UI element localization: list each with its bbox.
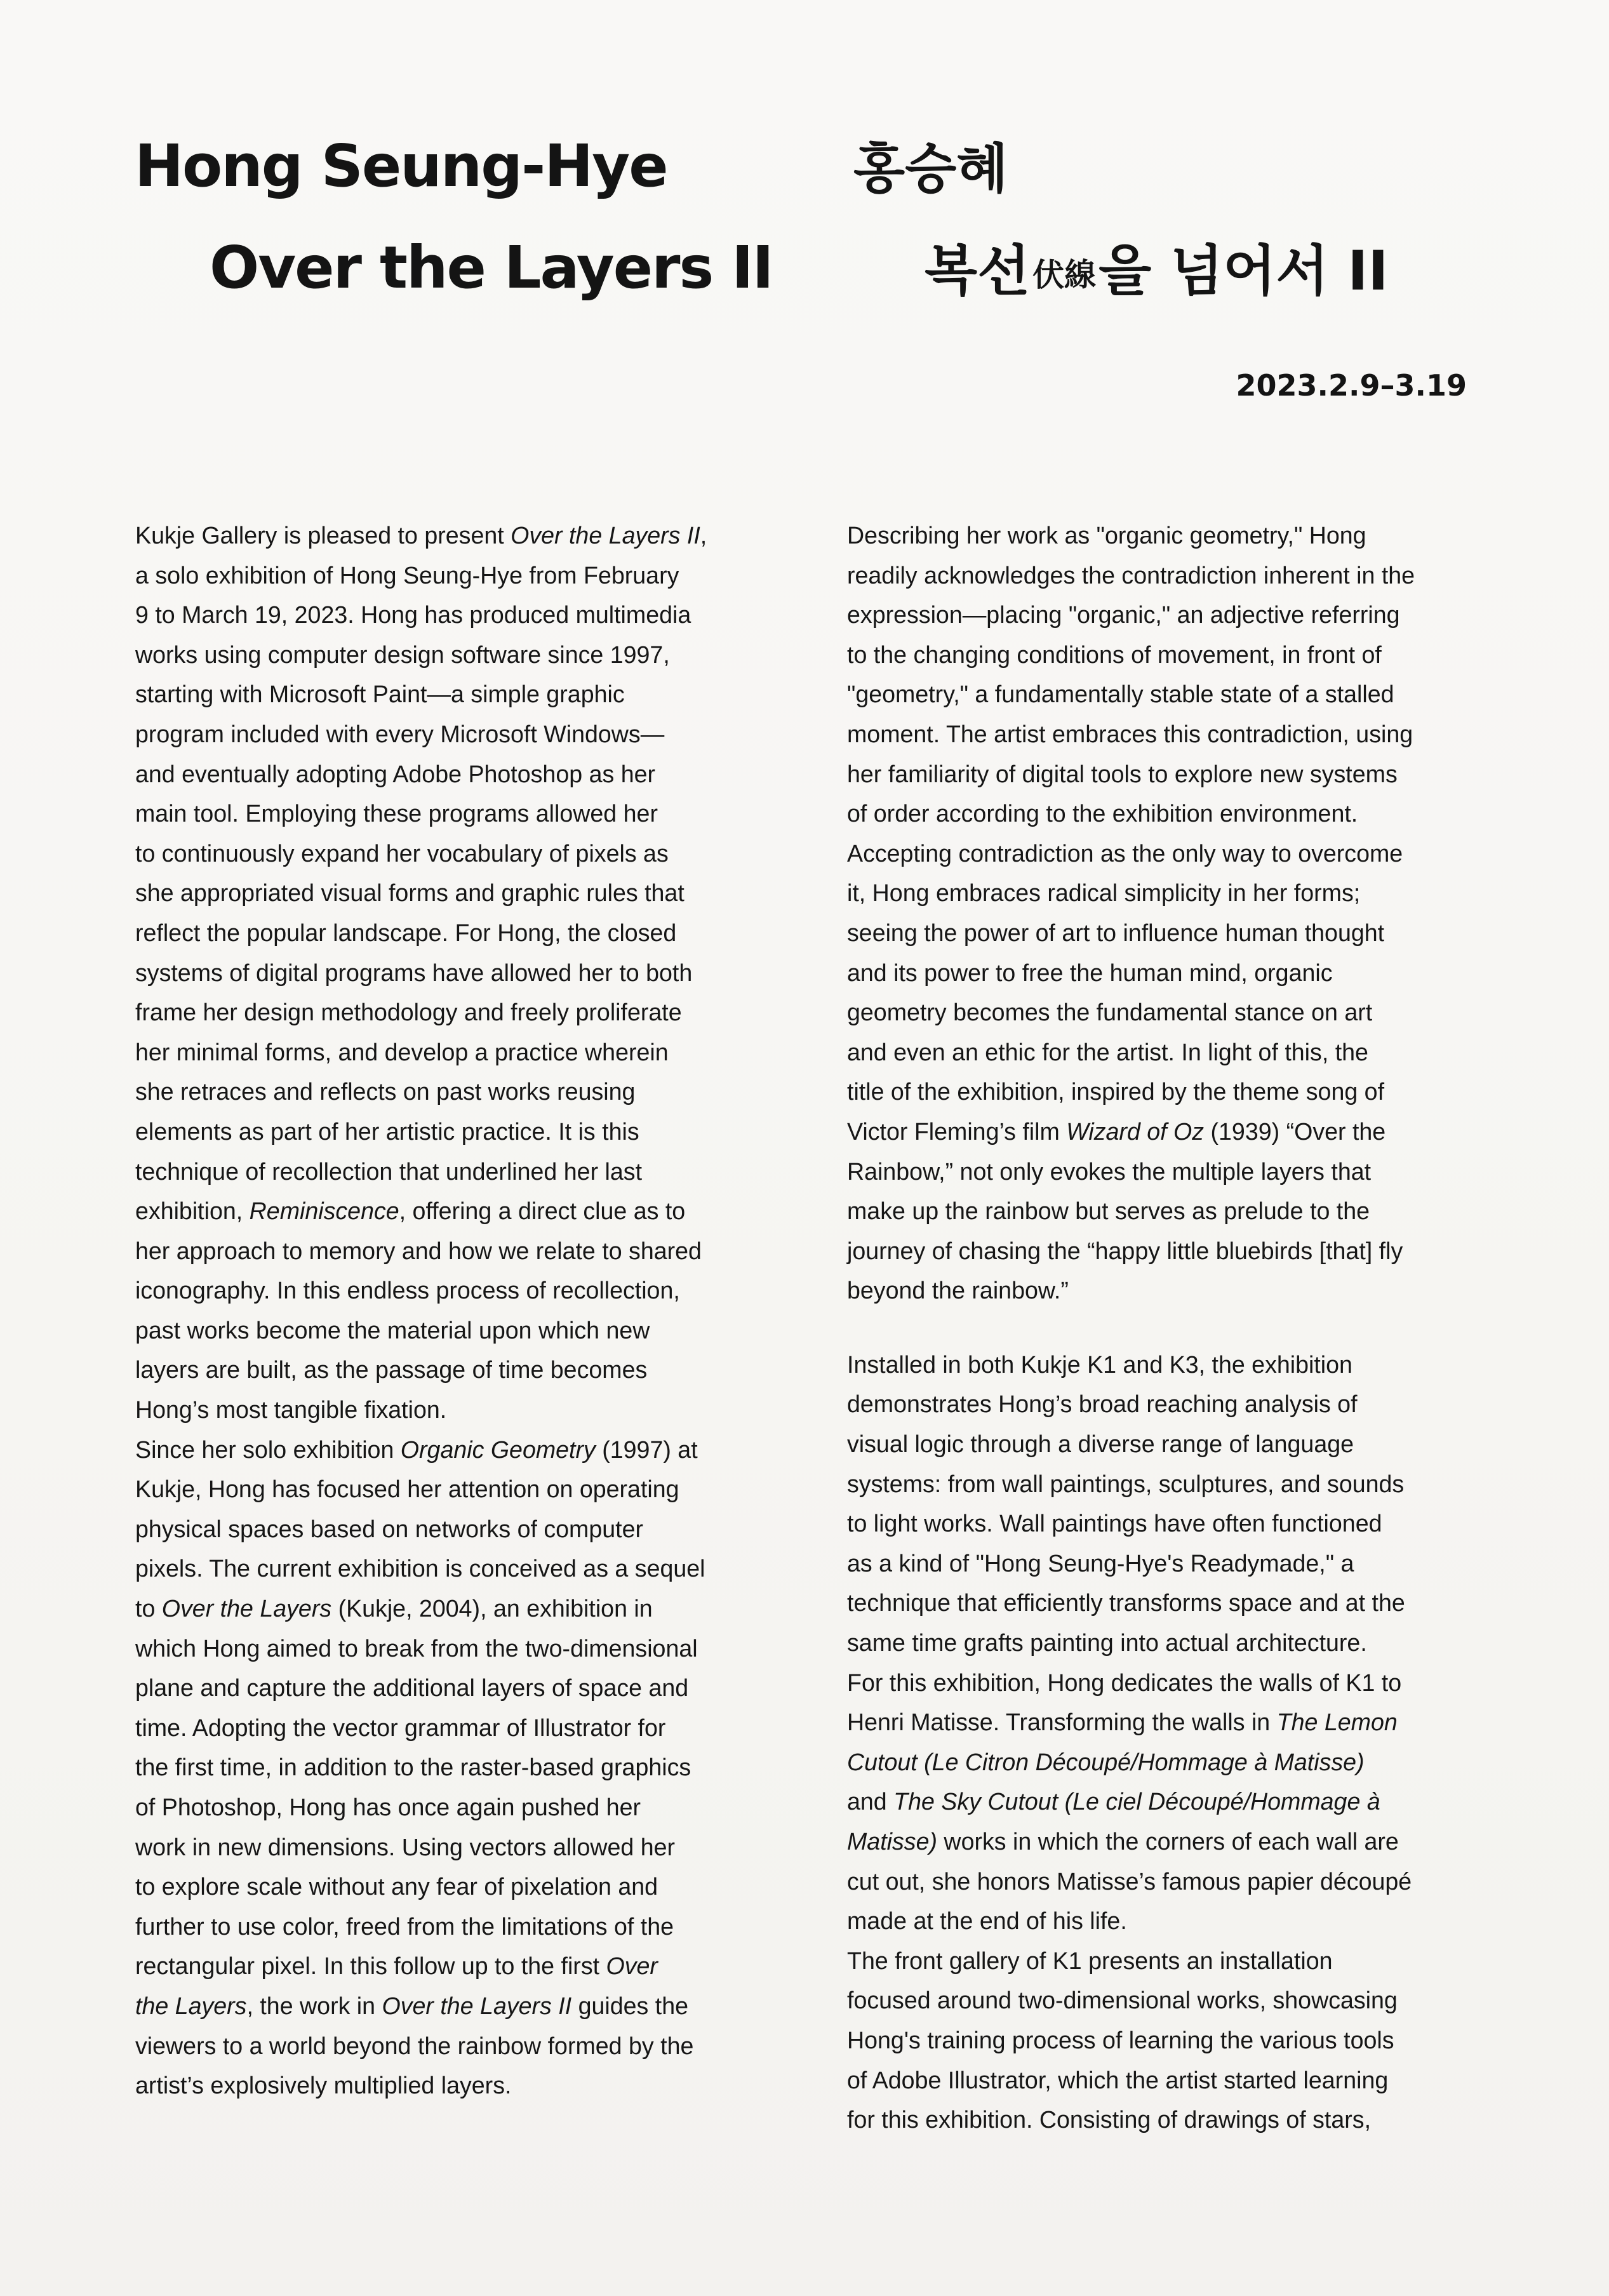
text-line: technique of recollection that underlined her last <box>135 1158 643 1185</box>
text-line: of Adobe Illustrator, which the artist started learning <box>847 2066 1389 2093</box>
text-line: frame her design methodology and freely proliferate <box>135 999 682 1026</box>
text-line: readily acknowledges the contradiction inherent in the <box>847 561 1415 589</box>
text-line: to continuously expand her vocabulary of pixels as <box>135 839 669 867</box>
text-line: focused around two-dimensional works, showcasing <box>847 1987 1398 2014</box>
text-line: and its power to free the human mind, organic <box>847 959 1333 986</box>
text-line: Kukje, Hong has focused her attention on operating <box>135 1476 679 1503</box>
italic-title: The Lemon <box>1276 1709 1398 1736</box>
text-line: of Photoshop, Hong has once again pushed her <box>135 1794 641 1820</box>
italic-title: Wizard of Oz <box>1066 1118 1205 1145</box>
text-line: Describing her work as "organic geometry," Hong <box>847 522 1366 549</box>
artist-name-korean: 홍승혜 <box>853 138 1008 200</box>
italic-title: Matisse) <box>847 1828 937 1855</box>
text-line: and eventually adopting Adobe Photoshop as her <box>135 760 656 787</box>
left-text-column <box>135 516 796 2106</box>
text-line: demonstrates Hong’s broad reaching analysis of <box>847 1391 1358 1418</box>
text-line: Matisse) works in which the corners of each wall are <box>847 1828 1399 1855</box>
paragraph <box>847 1941 1495 2140</box>
text-line: visual logic through a diverse range of language <box>847 1431 1354 1458</box>
text-line: rectangular pixel. In this follow up to the first Over <box>135 1952 658 1980</box>
text-line: as a kind of "Hong Seung-Hye's Readymade," a <box>847 1549 1354 1577</box>
text-line: same time grafts painting into actual architecture. <box>847 1629 1367 1657</box>
text-line: a solo exhibition of Hong Seung-Hye from February <box>135 561 679 589</box>
italic-title: Reminiscence <box>249 1198 399 1225</box>
paragraph <box>135 1430 796 2106</box>
text-line: starting with Microsoft Paint—a simple graphic <box>135 681 625 708</box>
text-line: for this exhibition. Consisting of drawings of stars, <box>847 2106 1372 2133</box>
italic-title: The Sky Cutout (Le ciel Découpé/Hommage à <box>893 1788 1380 1815</box>
italic-title: Over the Layers II <box>382 1992 572 2019</box>
text-line <box>847 1742 1495 1782</box>
exhibition-dates: 2023.2.9–3.19 <box>1236 368 1467 403</box>
text-line: which Hong aimed to break from the two-dimensional <box>135 1634 698 1662</box>
text-line: viewers to a world beyond the rainbow formed by the <box>135 2032 694 2059</box>
title-ko-part1: 복선 <box>925 239 1031 303</box>
text-line: Rainbow,” not only evokes the multiple layers that <box>847 1158 1372 1185</box>
text-line: her approach to memory and how we relate to shared <box>135 1237 702 1264</box>
exhibition-title-korean <box>925 239 1389 303</box>
text-line: to the changing conditions of movement, in front of <box>847 641 1382 668</box>
italic-title: Organic Geometry <box>400 1436 596 1463</box>
text-line: technique that efficiently transforms space and at the <box>847 1589 1405 1617</box>
italic-title: the Layers <box>135 1992 247 2019</box>
text-line: physical spaces based on networks of computer <box>135 1515 644 1542</box>
text-line: 9 to March 19, 2023. Hong has produced multimedia <box>135 601 691 629</box>
text-line: her minimal forms, and develop a practice wherein <box>135 1038 669 1065</box>
text-line: work in new dimensions. Using vectors allowed her <box>135 1833 676 1860</box>
artist-name-english: Hong Seung-Hye <box>135 132 667 200</box>
text-line: reflect the popular landscape. For Hong, the closed <box>135 919 677 946</box>
right-text-column <box>847 516 1495 2140</box>
text-line: title of the exhibition, inspired by the theme song of <box>847 1078 1385 1105</box>
text-line: journey of chasing the “happy little bluebirds [that] fly <box>847 1237 1403 1264</box>
text-line: Victor Fleming’s film Wizard of Oz (1939) “Over the <box>847 1118 1386 1145</box>
paragraph <box>847 516 1495 1311</box>
text-line: beyond the rainbow.” <box>847 1277 1069 1304</box>
text-line: further to use color, freed from the limitations of the <box>135 1912 674 1940</box>
text-line: to light works. Wall paintings have often functioned <box>847 1510 1382 1537</box>
text-line: plane and capture the additional layers of space and <box>135 1674 689 1702</box>
text-line: Accepting contradiction as the only way to overcome <box>847 839 1403 867</box>
text-line: seeing the power of art to influence human thought <box>847 919 1385 946</box>
text-line: and even an ethic for the artist. In light of this, the <box>847 1038 1368 1065</box>
text-line: to Over the Layers (Kukje, 2004), an exhibition in <box>135 1595 653 1622</box>
text-line: it, Hong embraces radical simplicity in her forms; <box>847 879 1361 907</box>
title-ko-part2: 을 넘어서 II <box>1098 239 1389 303</box>
text-line: For this exhibition, Hong dedicates the walls of K1 to <box>847 1669 1402 1696</box>
text-line: moment. The artist embraces this contradiction, using <box>847 720 1413 747</box>
text-line: cut out, she honors Matisse’s famous papier découpé <box>847 1867 1412 1895</box>
text-line: expression—placing "organic," an adjective referring <box>847 601 1400 629</box>
text-line: and The Sky Cutout (Le ciel Découpé/Hommage à <box>847 1788 1380 1815</box>
italic-title: Over the Layers II <box>511 522 700 549</box>
text-line: pixels. The current exhibition is conceived as a sequel <box>135 1555 705 1582</box>
text-line: Kukje Gallery is pleased to present Over the Layers II, <box>135 522 707 549</box>
text-line: of order according to the exhibition environment. <box>847 800 1358 827</box>
text-line: time. Adopting the vector grammar of Illustrator for <box>135 1714 666 1741</box>
text-line: to explore scale without any fear of pixelation and <box>135 1873 658 1900</box>
text-line: make up the rainbow but serves as prelude to the <box>847 1198 1370 1225</box>
text-line: works using computer design software since 1997, <box>135 641 670 668</box>
italic-title: Cutout (Le Citron Découpé/Hommage à Matisse) <box>847 1748 1365 1775</box>
text-line: main tool. Employing these programs allowed her <box>135 800 658 827</box>
text-line: Since her solo exhibition Organic Geometry (1997) at <box>135 1436 698 1463</box>
text-line: the first time, in addition to the raster-based graphics <box>135 1754 691 1781</box>
text-line: artist’s explosively multiplied layers. <box>135 2072 512 2099</box>
text-line: made at the end of his life. <box>847 1907 1127 1935</box>
text-line: the Layers, the work in Over the Layers II guides the <box>135 1992 689 2019</box>
text-line: Hong's training process of learning the various tools <box>847 2026 1394 2053</box>
text-line: systems: from wall paintings, sculptures, and sounds <box>847 1470 1405 1497</box>
italic-title: Over <box>606 1952 658 1980</box>
title-ko-hanja: 伏線 <box>1032 257 1097 293</box>
text-line: "geometry," a fundamentally stable state of a stalled <box>847 681 1394 708</box>
text-line: iconography. In this endless process of recollection, <box>135 1277 680 1304</box>
text-line: past works become the material upon which new <box>135 1316 650 1344</box>
text-line: program included with every Microsoft Windows— <box>135 720 665 747</box>
text-line: her familiarity of digital tools to explore new systems <box>847 760 1398 787</box>
text-line: Henri Matisse. Transforming the walls in The Lemon <box>847 1709 1398 1736</box>
italic-title: Over the Layers <box>161 1595 332 1622</box>
text-line: systems of digital programs have allowed her to both <box>135 959 693 986</box>
text-line: she retraces and reflects on past works reusing <box>135 1078 636 1105</box>
paragraph <box>847 1345 1495 1941</box>
exhibition-title-english: Over the Layers II <box>210 234 773 302</box>
text-line: geometry becomes the fundamental stance on art <box>847 999 1373 1026</box>
text-line: The front gallery of K1 presents an installation <box>847 1947 1333 1974</box>
text-line: elements as part of her artistic practice. It is this <box>135 1118 639 1145</box>
paragraph <box>135 516 796 1430</box>
text-line: Installed in both Kukje K1 and K3, the exhibition <box>847 1351 1352 1378</box>
text-line: layers are built, as the passage of time becomes <box>135 1356 648 1384</box>
text-line: she appropriated visual forms and graphic rules that <box>135 879 684 907</box>
text-line: Hong’s most tangible fixation. <box>135 1396 447 1424</box>
text-line: exhibition, Reminiscence, offering a direct clue as to <box>135 1198 686 1225</box>
